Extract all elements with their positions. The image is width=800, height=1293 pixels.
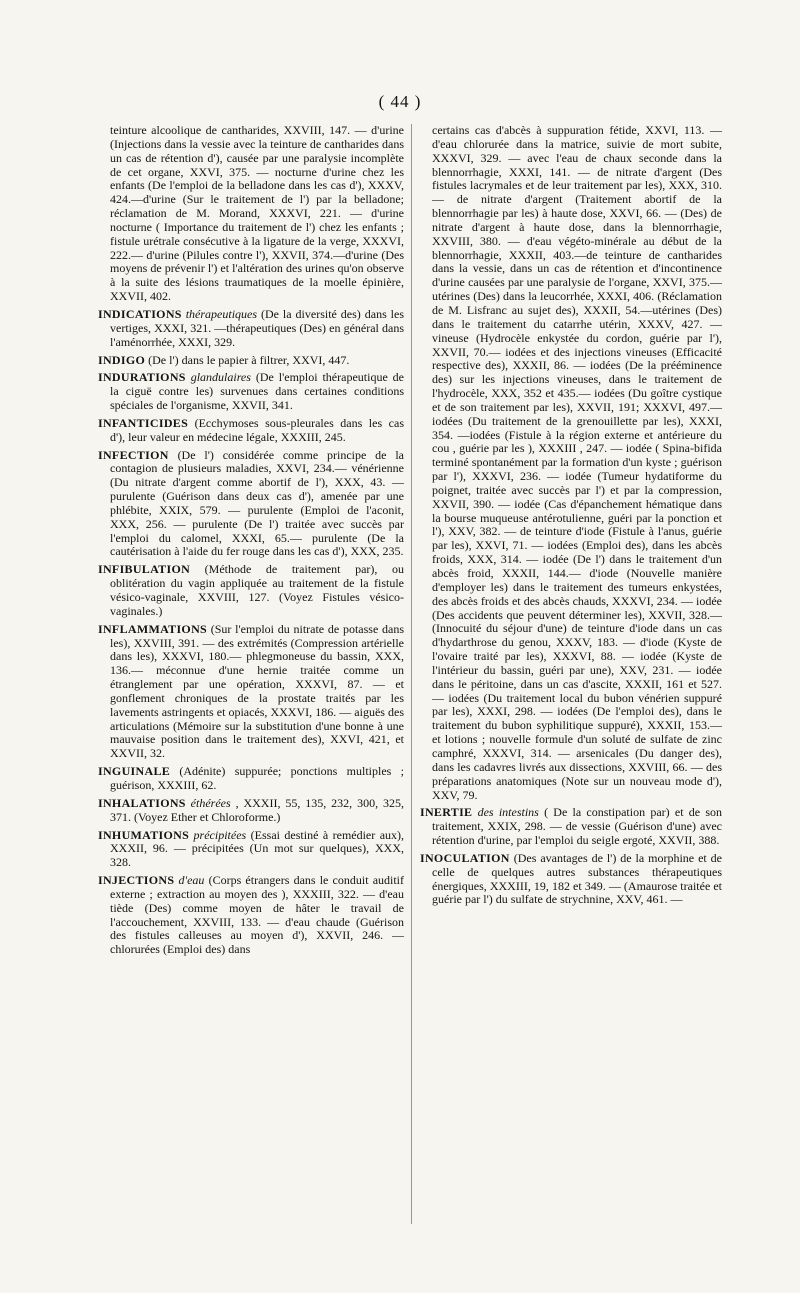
entry-headword: INHALATIONS xyxy=(98,795,186,810)
entry-qualifier: glandulaires xyxy=(190,370,251,385)
entry-text: (Essai destiné à remédier aux), XXXII, 96. — précipitées (Un mot sur quelques), XXX, 328. xyxy=(110,827,405,870)
entry-text: (De l') considérée comme principe de la contagion de plusieurs maladies, XXVI, 234.— vénérienne (Du nitrate d'argent comme abortif de l'), XXX, 43. — purulente (Guérison dans deux cas d'), amenée par une phlébite, XXIX, 579. — purulente (Emploi de l'aconit, XXX, 256. — purulente (De l') traitée avec succès par l'emploi du calomel, XXXI, 65.— purulente (De la cautérisation à l'aide du fer rouge dans les cas d'), XXX, 235. xyxy=(110,447,404,559)
entry-text: (De l') dans le papier à filtrer, XXVI, 447. xyxy=(148,352,350,367)
index-entry xyxy=(98,797,404,825)
entry-headword: INJECTIONS xyxy=(98,873,175,888)
entry-headword: INERTIE xyxy=(420,805,473,820)
entry-headword: INFANTICIDES xyxy=(98,415,189,430)
index-entry xyxy=(98,765,404,793)
index-entry xyxy=(98,371,404,413)
entry-text: (De l'emploi thérapeutique de la ciguë contre les) survenues dans certaines conditions spéciales de l'organisme, XXVII, 341. xyxy=(110,370,405,413)
page-number: ( 44 ) xyxy=(378,92,422,111)
entry-text: teinture alcoolique de cantharides, XXVIII, 147. — d'urine (Injections dans la vessie avec la teinture de cantharides dans un cas de rétention d'), causée par une paralysie incomplète de cet organe, XXVI, 375. — nocturne d'urine chez les enfants (De l'emploi de la belladone dans les cas d'), XXXV, 424.—d'urine (Sur le traitement de l') par la belladone; réclamation de M. Morand, XXXVI, 221. — d'urine nocturne ( Importance du traitement de l') chez les enfants ; fistule urétrale consécutive à la ligature de la verge, XXXVI, 222.— d'urine (Pilules contre l'), XXVII, 374.—d'urine (Des moyens de prévenir l') et l'altération des urines qu'on observe à la suite des lésions traumatiques de la moelle épinière, XXVII, 402. xyxy=(110,123,404,304)
index-entry xyxy=(98,308,404,350)
entry-headword: INFECTION xyxy=(98,447,169,462)
entry-text: (Méthode de traitement par), ou oblitération du vagin appliquée au traitement de la fistule vésico-vaginale, XXVIII, 127. (Voyez Fistules vésico-vaginales.) xyxy=(110,562,405,618)
entry-qualifier: précipitées xyxy=(193,827,247,842)
index-entry xyxy=(98,874,404,957)
right-column xyxy=(420,124,722,911)
entry-headword: INDIGO xyxy=(98,352,146,367)
entry-qualifier: des intestins xyxy=(477,805,539,820)
entry-headword: INFIBULATION xyxy=(98,562,191,577)
entry-headword: INGUINALE xyxy=(98,764,171,779)
index-entry xyxy=(98,623,404,761)
entry-headword: INDURATIONS xyxy=(98,370,186,385)
column-divider xyxy=(411,124,412,1224)
index-entry xyxy=(98,563,404,618)
entry-headword: INHUMATIONS xyxy=(98,827,190,842)
entry-text: (Sur l'emploi du nitrate de potasse dans les), XXVIII, 391. — des extrémités (Compression artérielle dans les), XXXVI, 180.— phlegmoneuse du bassin, XXX, 136.— méconnue d'une hernie traitée comme un étranglement par une opération, XXXVI, 87. — et gonflement chroniques de la prostate traités par les lavements astringents et opiacés, XXXVI, 186. — aiguës des articulations (Mémoire sur la substitution d'une bonne à une mauvaise position dans le traitement des), XXVI, 421, et XXVII, 32. xyxy=(110,621,405,761)
entry-text: certains cas d'abcès à suppuration fétide, XXVI, 113. — d'eau chlorurée dans la matrice, suivie de mort subite, XXXVI, 329. — avec l'eau de chaux seconde dans la blennorrhagie, XXXI, 141. — de nitrate d'argent (Des fistules lacrymales et de leur traitement par les), XXX, 310. — de nitrate d'argent (Traitement abortif de la blennorrhagie par les) à haute dose, XXVI, 66. — (Des) de nitrate d'argent à haute dose, dans la blennorrhagie, XXVIII, 380. — d'eau végéto-minérale au début de la blennorrhagie, XXXII, 403.—de teinture de cantharides dans la vessie, dans un cas de rétention et d'incontinence d'urine causées par une paralysie de l'organe, XXVI, 375.—utérines (Des) dans la leucorrhée, XXXI, 406. (Réclamation de M. Lisfranc au sujet des), XXXII, 54.—utérines (Des) dans le traitement du catarrhe utérin, XXXV, 427. — vineuse (Hydrocèle enkystée du cordon, guérie par l'), XXVII, 70.— iodées et des injections vineuses (Efficacité respective des), XXXII, 86. — iodées (De la prééminence des) sur les injections vineuses, dans le traitement de l'hydrocèle, XXX, 352 et 435.— iodées (Du goître cystique et de son traitement par les), XXVII, 191; XXXVI, 497.— iodées (Du traitement de la grenouillette par les), XXXI, 354. —iodées (Fistule à la région externe et antérieure du cou , guérie par les ), XXXIII , 247. — iodée ( Spina-bifida terminé spontanément par la formation d'un kyste ; guérison par l'), XXXVI, 236. — iodée (Tumeur hydatiforme du poignet, traitée avec succès par l') et par la compression, XXVII, 390. — iodée (Cas d'épanchement hématique dans la bourse muqueuse antérotulienne, guéri par la ponction et l'), XXV, 382. — de teinture d'iode (Fistule à l'anus, guérie par les), XXVI, 71. — iodées (Emploi des), dans les abcès froids, XXX, 314. — iodée (De l') dans le traitement d'un abcès froid, XXXII, 144.— d'iode (Nouvelle manière d'employer les) dans le traitement des tumeurs enkystées, des abcès froids et des abcès chauds, XXXVI, 234. — iodée (Des accidents que peuvent déterminer les), XXVII, 328.— (Innocuité du séjour d'une) de teinture d'iode dans un cas d'hydarthrose du genou, XXXV, 183. — d'iode (Kyste de l'ovaire traité par les), XXXVI, 88. — iodée (Kyste de l'intérieur du bassin, guéri par une), XXV, 231. — iodée dans le péritoine, dans un cas d'ascite, XXXII, 161 et 527. — iodées (Du traitement local du bubon vénérien suppuré par les), XXXI, 298. — iodées (De l'emploi des), dans le traitement du bubon syphilitique suppuré), XXXII, 153.— et lotions ; nouvelle formule d'un soluté de sulfate de zinc camphré, XXXVI, 314. — arsenicales (Du danger des), dans les cadavres livrés aux dissections, XXVIII, 66. — des préparations anatomiques (Note sur un nouveau mode d'), XXV, 79. xyxy=(432,123,722,802)
entry-text: (Adénite) suppurée; ponctions multiples ; guérison, XXXIII, 62. xyxy=(110,764,405,792)
left-column xyxy=(98,124,404,961)
entry-text: ( De la constipation par) et de son traitement, XXIX, 298. — de vessie (Guérison d'une) avec rétention d'urine, par l'emploi du seigle ergoté, XXVII, 388. xyxy=(432,805,722,848)
index-entry xyxy=(98,829,404,871)
entry-qualifier: d'eau xyxy=(178,873,205,888)
entry-headword: INOCULATION xyxy=(420,850,510,865)
index-entry xyxy=(420,852,722,907)
index-entry xyxy=(420,124,722,802)
entry-text: (Des avantages de l') de la morphine et de celle de quelques autres substances thérapeutiques énergiques, XXXIII, 19, 182 et 349. — (Amaurose traitée et guérie par l') du sulfate de strychnine, XXV, 461. — xyxy=(432,850,723,907)
index-entry xyxy=(420,806,722,848)
entry-text: (Corps étrangers dans le conduit auditif externe ; extraction au moyen des ), XXXIII, 322. — d'eau tiède (Des) comme moyen de hâter le travail de l'accouchement, XXVIII, 133. — d'eau chaude (Guérison des fistules calleuses au moyen d'), XXVII, 246. — chlorurées (Emploi des) dans xyxy=(110,873,405,957)
index-entry xyxy=(98,124,404,304)
entry-headword: INDICATIONS xyxy=(98,306,182,321)
index-entry xyxy=(98,417,404,445)
entry-qualifier: éthérées xyxy=(190,795,231,810)
entry-qualifier: thérapeutiques xyxy=(185,306,258,321)
entry-text: (De la diversité des) dans les vertiges, XXXI, 321. —thérapeutiques (Des) en général dans l'aménorrhée, XXXI, 329. xyxy=(110,306,405,349)
entry-text: , XXXII, 55, 135, 232, 300, 325, 371. (Voyez Ether et Chloroforme.) xyxy=(110,795,404,824)
index-entry xyxy=(98,354,404,368)
entry-headword: INFLAMMATIONS xyxy=(98,621,208,636)
index-entry xyxy=(98,449,404,560)
entry-text: (Ecchymoses sous-pleurales dans les cas d'), leur valeur en médecine légale, XXXIII, 245. xyxy=(110,415,404,444)
